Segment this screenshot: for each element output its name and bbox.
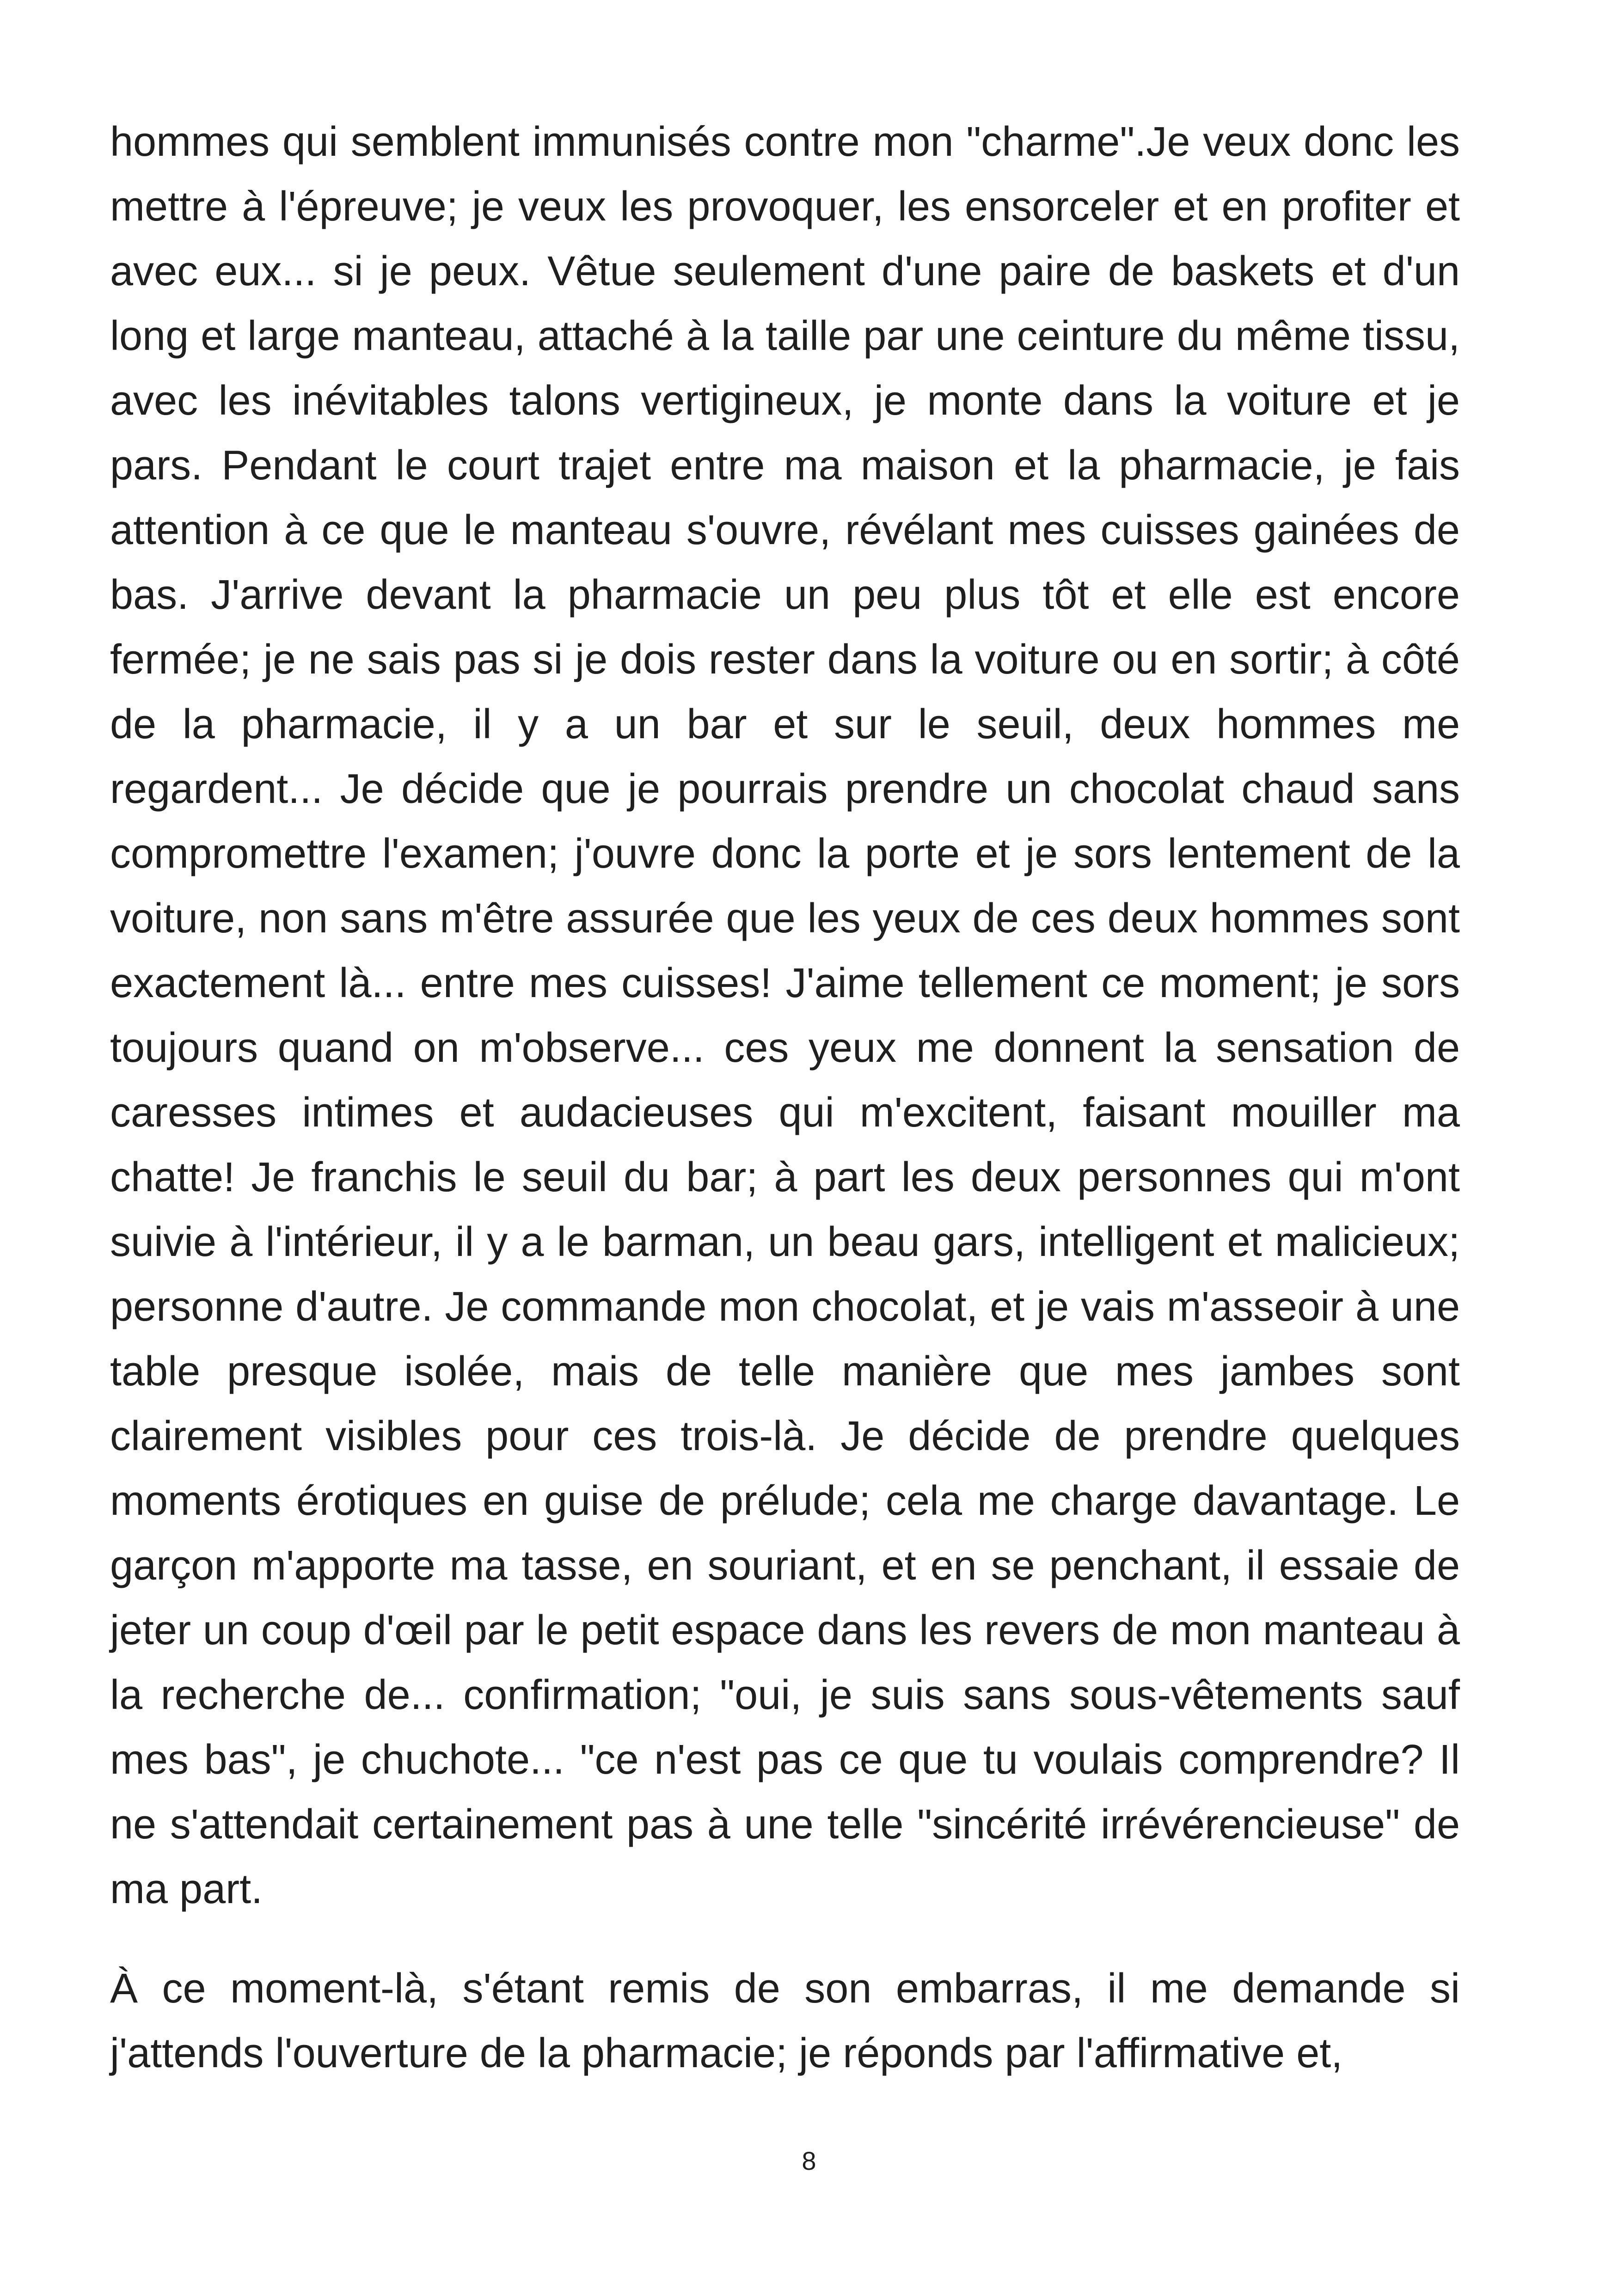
body-paragraph: À ce moment-là, s'étant remis de son embarras, il me demande si j'attends l'ouverture de la pharmacie; je réponds par l'affirmative et,	[110, 1965, 1460, 2076]
page-number: 8	[802, 2146, 816, 2175]
body-paragraph: hommes qui semblent immunisés contre mon "charme".Je veux donc les mettre à l'épreuve; je veux les provoquer, les ensorceler et en profiter et avec eux... si je peux. Vêtue seulement d'une paire de baskets et d'un long et large manteau, attaché à la taille par une ceinture du même tissu, avec les inévitables talons vertigineux, je monte dans la voiture et je pars. Pendant le court trajet entre ma maison et la pharmacie, je fais attention à ce que le manteau s'ouvre, révélant mes cuisses gainées de bas. J'arrive devant la pharmacie un peu plus tôt et elle est encore fermée; je ne sais pas si je dois rester dans la voiture ou en sortir; à côté de la pharmacie, il y a un bar et sur le seuil, deux hommes me regardent... Je décide que je pourrais prendre un chocolat chaud sans compromettre l'examen; j'ouvre donc la porte et je sors lentement de la voiture, non sans m'être assurée que les yeux de ces deux hommes sont exactement là... entre mes cuisses! J'aime tellement ce moment; je sors toujours quand on m'observe... ces yeux me donnent la sensation de caresses intimes et audacieuses qui m'excitent, faisant mouiller ma chatte! Je franchis le seuil du bar; à part les deux personnes qui m'ont suivie à l'intérieur, il y a le barman, un beau gars, intelligent et malicieux; personne d'autre. Je commande mon chocolat, et je vais m'asseoir à une table presque isolée, mais de telle manière que mes jambes sont clairement visibles pour ces trois-là. Je décide de prendre quelques moments érotiques en guise de prélude; cela me charge davantage. Le garçon m'apporte ma tasse, en souriant, et en se penchant, il essaie de jeter un coup d'œil par le petit espace dans les revers de mon manteau à la recherche de... confirmation; "oui, je suis sans sous-vêtements sauf mes bas", je chuchote... "ce n'est pas ce que tu voulais comprendre? Il ne s'attendait certainement pas à une telle "sincérité irrévérencieuse" de ma part.	[110, 119, 1460, 1912]
